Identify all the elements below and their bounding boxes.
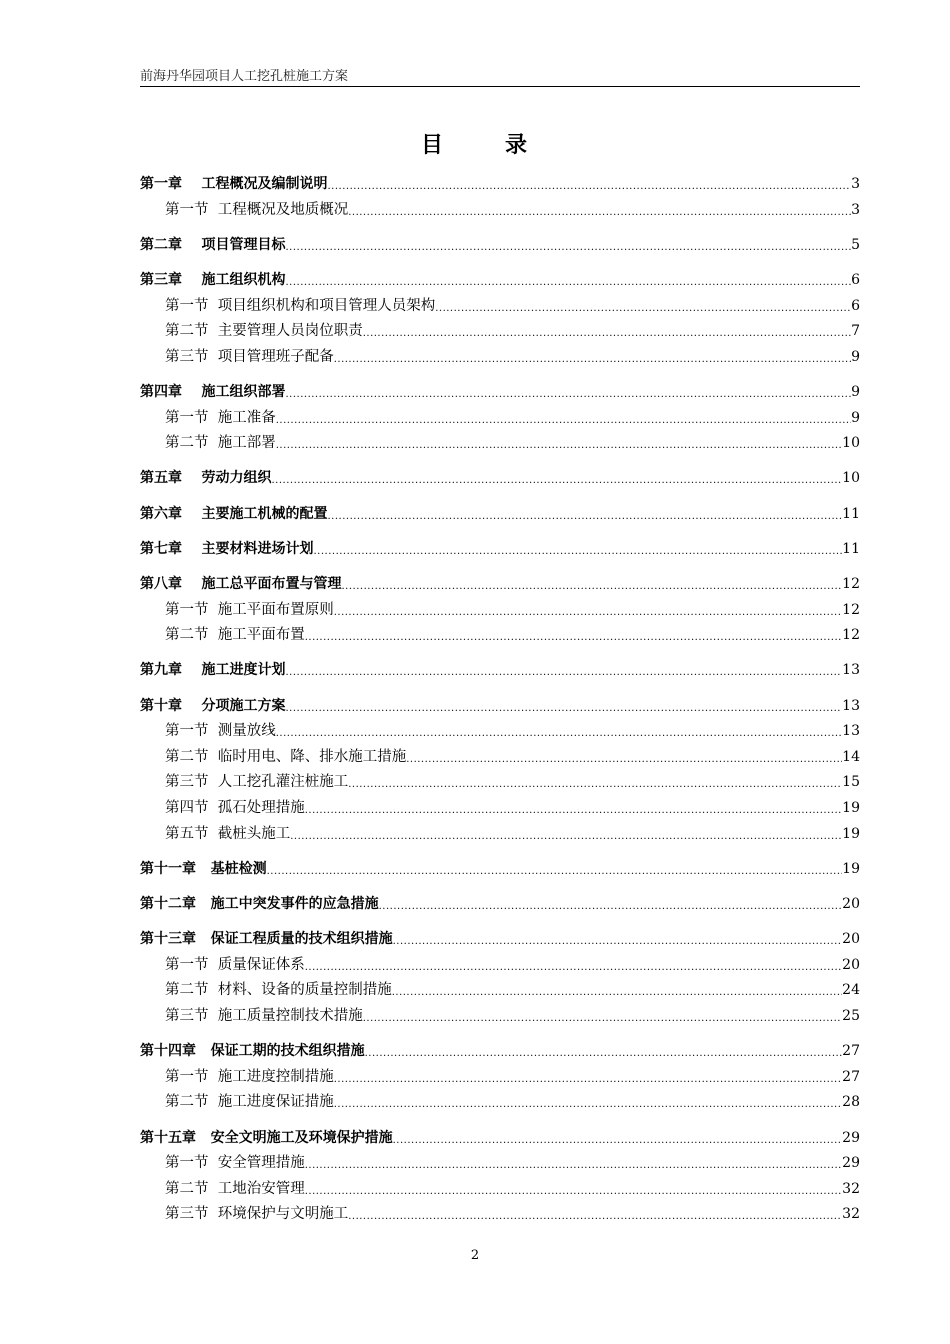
dot-leader (435, 296, 851, 316)
toc-entry-label (140, 894, 379, 914)
toc-entry-title: 基桩检测 (210, 860, 267, 877)
toc-entry-page: 3 (851, 201, 860, 218)
toc-section-entry[interactable] (140, 792, 860, 818)
toc-entry-label (140, 382, 286, 402)
dot-leader (334, 600, 842, 620)
dot-leader (272, 468, 843, 488)
toc-section-entry[interactable] (140, 715, 860, 741)
toc-entry-number: 第十五章 (140, 1129, 196, 1146)
toc-entry-title: 项目管理目标 (201, 236, 286, 253)
toc-entry-number: 第一节 (165, 201, 209, 218)
header-rule (140, 86, 860, 87)
toc-entry-title: 主要材料进场计划 (201, 540, 314, 557)
toc-section-entry[interactable] (140, 766, 860, 792)
toc-entry-number: 第二节 (165, 323, 209, 340)
toc-entry-label (140, 468, 272, 488)
toc-entry-page: 27 (842, 1068, 860, 1085)
toc-entry-label (165, 625, 305, 645)
toc-section-entry[interactable] (140, 1086, 860, 1112)
toc-entry-title: 施工组织部署 (201, 384, 286, 400)
toc-entry-number: 第十章 (140, 697, 182, 714)
toc-entry-title: 保证工期的技术组织措施 (210, 1043, 365, 1060)
toc-entry-label (165, 408, 276, 428)
toc-entry-number: 第十二章 (140, 896, 196, 912)
dot-leader (334, 1067, 842, 1087)
toc-entry-page: 25 (842, 1008, 860, 1024)
toc-entry-page: 28 (842, 1094, 860, 1111)
toc-entry-page: 10 (842, 435, 860, 452)
toc-title (0, 128, 950, 159)
dot-leader (348, 1204, 842, 1224)
dot-leader (393, 929, 843, 949)
dot-leader (286, 696, 843, 716)
toc-entry-page: 29 (842, 1129, 860, 1146)
toc-entry-label (165, 1092, 334, 1112)
toc-chapter-entry[interactable] (140, 264, 860, 290)
toc-section-entry[interactable] (140, 1000, 860, 1026)
toc-entry-number: 第一章 (140, 176, 182, 192)
toc-section-entry[interactable] (140, 818, 860, 844)
toc-entry-title: 工地治安管理 (217, 1180, 305, 1197)
toc-entry-number: 第三节 (165, 348, 209, 365)
toc-entry-number: 第二节 (165, 748, 209, 765)
toc-entry-label (140, 539, 314, 559)
toc-entry-number: 第二节 (165, 982, 209, 999)
dot-leader (305, 955, 842, 975)
toc-entry-page: 13 (842, 662, 860, 679)
dot-leader (276, 433, 842, 453)
toc-section-entry[interactable] (140, 290, 860, 316)
toc-entry-page: 12 (842, 576, 860, 592)
toc-chapter-entry[interactable] (140, 853, 860, 879)
dot-leader (286, 382, 852, 402)
toc-entry-title: 施工部署 (217, 435, 276, 452)
dot-leader (305, 1179, 842, 1199)
toc-entry-number: 第二节 (165, 1180, 209, 1197)
toc-entry-page: 20 (842, 956, 860, 973)
toc-entry-number: 第三节 (165, 1206, 209, 1223)
toc-entry-page: 27 (842, 1043, 860, 1060)
dot-leader (305, 1153, 842, 1173)
toc-entry-number: 第一节 (165, 1155, 209, 1172)
toc-section-entry[interactable] (140, 1173, 860, 1199)
toc-entry-page: 20 (842, 931, 860, 948)
toc-entry-label (165, 296, 435, 316)
toc-chapter-entry[interactable] (140, 533, 860, 559)
toc-section-entry[interactable] (140, 341, 860, 367)
toc-entry-page: 19 (842, 825, 860, 842)
dot-leader (342, 574, 843, 594)
toc-entry-label (140, 696, 286, 716)
dot-leader (348, 200, 851, 220)
running-header: 前海丹华园项目人工挖孔桩施工方案 (140, 69, 349, 84)
toc-entry-number: 第五章 (140, 470, 182, 487)
toc-chapter-entry[interactable] (140, 376, 860, 402)
toc-entry-label (140, 1128, 393, 1148)
toc-entry-label (165, 721, 276, 741)
toc-section-entry[interactable] (140, 1198, 860, 1224)
toc-chapter-entry[interactable] (140, 568, 860, 594)
toc-entry-title: 项目组织机构和项目管理人员架构 (217, 297, 436, 314)
toc-entry-page: 20 (842, 896, 860, 912)
toc-entry-page: 13 (842, 723, 860, 740)
toc-entry-label (165, 1067, 334, 1087)
toc-entry-label (140, 929, 393, 949)
toc-entry-page: 3 (851, 176, 860, 192)
toc-entry-label (140, 574, 342, 594)
dot-leader (379, 894, 843, 914)
toc-entry-number: 第二节 (165, 1094, 209, 1111)
toc-entry-title: 安全管理措施 (217, 1155, 305, 1172)
toc-title-left: 目 (420, 133, 445, 158)
toc-entry-title: 施工总平面布置与管理 (201, 576, 342, 592)
dot-leader (286, 270, 852, 290)
toc-section-entry[interactable] (140, 594, 860, 620)
toc-entry-title: 主要管理人员岗位职责 (217, 323, 363, 340)
toc-entry-number: 第一节 (165, 297, 209, 314)
toc-entry-page: 9 (851, 348, 860, 365)
toc-section-entry[interactable] (140, 949, 860, 975)
dot-leader (286, 235, 852, 255)
dot-leader (276, 408, 851, 428)
toc-section-entry[interactable] (140, 315, 860, 341)
toc-entry-title: 截桩头施工 (217, 825, 291, 842)
toc-section-entry[interactable] (140, 427, 860, 453)
toc-section-entry[interactable] (140, 619, 860, 645)
toc-entry-title: 施工质量控制技术措施 (217, 1008, 363, 1024)
dot-leader (363, 321, 851, 341)
toc-entry-title: 孤石处理措施 (217, 800, 305, 816)
dot-leader (406, 747, 842, 767)
dot-leader (314, 539, 843, 559)
toc-entry-label (140, 235, 286, 255)
dot-leader (286, 660, 843, 680)
toc-entry-page: 14 (842, 748, 860, 765)
toc-entry-label (140, 660, 286, 680)
toc-entry-page: 12 (842, 627, 860, 644)
toc-entry-title: 分项施工方案 (201, 697, 286, 714)
toc-entry-label (165, 321, 363, 341)
toc-entry-title: 施工组织机构 (201, 272, 286, 288)
toc-chapter-entry[interactable] (140, 229, 860, 255)
toc-entry-page: 10 (842, 470, 860, 487)
toc-entry-label (165, 347, 334, 367)
toc-entry-page: 9 (851, 384, 860, 400)
toc-entry-page: 19 (842, 800, 860, 816)
toc-entry-page: 32 (842, 1206, 860, 1223)
toc-entry-number: 第十一章 (140, 860, 196, 877)
toc-entry-number: 第三章 (140, 272, 182, 288)
toc-entry-title: 工程概况及地质概况 (217, 201, 349, 218)
toc-entry-label (165, 1006, 363, 1026)
toc-entry-title: 施工进度保证措施 (217, 1094, 334, 1111)
toc-entry-number: 第一节 (165, 1068, 209, 1085)
toc-entry-number: 第八章 (140, 576, 182, 592)
toc-entry-page: 6 (851, 272, 860, 288)
toc-entry-label (165, 1179, 305, 1199)
toc-entry-number: 第一节 (165, 956, 209, 973)
toc-entry-number: 第三节 (165, 1008, 209, 1024)
toc-entry-number: 第一节 (165, 601, 209, 618)
toc-entry-page: 24 (842, 982, 860, 999)
toc-section-entry[interactable] (140, 741, 860, 767)
toc-entry-number: 第二节 (165, 627, 209, 644)
toc-entry-title: 项目管理班子配备 (217, 348, 334, 365)
toc-entry-label (140, 270, 286, 290)
toc-entry-label (165, 824, 290, 844)
toc-entry-label (140, 504, 328, 524)
toc-chapter-entry[interactable] (140, 923, 860, 949)
toc-entry-label (165, 1204, 348, 1224)
toc-entry-label (140, 1041, 365, 1061)
toc-chapter-entry[interactable] (140, 498, 860, 524)
toc-section-entry[interactable] (140, 974, 860, 1000)
toc-entry-title: 主要施工机械的配置 (201, 505, 328, 522)
toc-chapter-entry[interactable] (140, 654, 860, 680)
toc-entry-label (165, 955, 305, 975)
toc-entry-title: 劳动力组织 (201, 470, 272, 487)
toc-entry-title: 施工准备 (217, 409, 276, 426)
toc-entry-page: 11 (842, 505, 860, 522)
toc-entry-title: 施工中突发事件的应急措施 (210, 896, 379, 912)
toc-entry-number: 第一节 (165, 409, 209, 426)
toc-section-entry[interactable] (140, 402, 860, 428)
toc-entry-label (165, 433, 276, 453)
toc-entry-number: 第七章 (140, 540, 182, 557)
toc-section-entry[interactable] (140, 194, 860, 220)
toc-entry-title: 安全文明施工及环境保护措施 (210, 1129, 393, 1146)
toc-entry-label (165, 1153, 305, 1173)
toc-entry-title: 环境保护与文明施工 (217, 1206, 349, 1223)
toc-entry-page: 13 (842, 697, 860, 714)
toc-entry-label (165, 798, 305, 818)
toc-entry-page: 7 (851, 323, 860, 340)
toc-entry-number: 第五节 (165, 825, 209, 842)
toc-chapter-entry[interactable] (140, 690, 860, 716)
toc-entry-title: 临时用电、降、排水施工措施 (217, 748, 407, 765)
toc-entry-page: 32 (842, 1180, 860, 1197)
toc-entry-number: 第三节 (165, 774, 209, 791)
toc-entry-page: 9 (851, 409, 860, 426)
toc-entry-number: 第六章 (140, 505, 182, 522)
toc-chapter-entry[interactable] (140, 1122, 860, 1148)
dot-leader (348, 772, 842, 792)
toc-chapter-entry[interactable] (140, 462, 860, 488)
dot-leader (363, 1006, 842, 1026)
page-number: 2 (470, 1248, 480, 1263)
toc-entry-page: 11 (842, 540, 860, 557)
toc-entry-label (140, 174, 328, 194)
toc-entry-title: 质量保证体系 (217, 956, 305, 973)
toc-entry-number: 第二章 (140, 236, 182, 253)
toc-section-entry[interactable] (140, 1147, 860, 1173)
dot-leader (328, 174, 852, 194)
toc-entry-label (165, 772, 348, 792)
toc-entry-title: 工程概况及编制说明 (201, 176, 328, 192)
toc-chapter-entry[interactable] (140, 1035, 860, 1061)
toc-entry-number: 第一节 (165, 723, 209, 740)
dot-leader (393, 1128, 843, 1148)
toc-entry-label (140, 859, 267, 879)
toc-entry-number: 第四章 (140, 384, 182, 400)
toc-entry-page: 6 (851, 297, 860, 314)
toc-entry-title: 施工进度控制措施 (217, 1068, 334, 1085)
toc-entry-label (165, 200, 348, 220)
toc-entry-title: 人工挖孔灌注桩施工 (217, 774, 349, 791)
toc-entry-title: 施工平面布置原则 (217, 601, 334, 618)
toc-entry-label (165, 600, 334, 620)
toc-entry-page: 19 (842, 860, 860, 877)
toc-entry-page: 15 (842, 774, 860, 791)
toc-entry-number: 第二节 (165, 435, 209, 452)
dot-leader (365, 1041, 843, 1061)
dot-leader (290, 824, 842, 844)
toc-entry-number: 第十四章 (140, 1043, 196, 1060)
dot-leader (328, 504, 843, 524)
toc-entry-title: 施工进度计划 (201, 662, 286, 679)
toc-entry-number: 第四节 (165, 800, 209, 816)
toc-entry-page: 5 (851, 236, 860, 253)
toc-chapter-entry[interactable] (140, 888, 860, 914)
toc-entry-label (165, 747, 406, 767)
toc-title-right: 录 (505, 133, 530, 158)
dot-leader (334, 1092, 842, 1112)
toc-entry-label (165, 980, 392, 1000)
toc-entry-title: 测量放线 (217, 723, 276, 740)
toc-entry-title: 保证工程质量的技术组织措施 (210, 931, 393, 948)
dot-leader (392, 980, 842, 1000)
toc-chapter-entry[interactable] (140, 168, 860, 194)
dot-leader (276, 721, 842, 741)
toc-entry-number: 第十三章 (140, 931, 196, 948)
dot-leader (305, 625, 842, 645)
toc-entry-title: 施工平面布置 (217, 627, 305, 644)
dot-leader (305, 798, 842, 818)
toc-entry-page: 29 (842, 1155, 860, 1172)
toc-entry-title: 材料、设备的质量控制措施 (217, 982, 392, 999)
dot-leader (267, 859, 843, 879)
dot-leader (334, 347, 851, 367)
toc-entry-page: 12 (842, 601, 860, 618)
toc-section-entry[interactable] (140, 1061, 860, 1087)
toc-entry-number: 第九章 (140, 662, 182, 679)
